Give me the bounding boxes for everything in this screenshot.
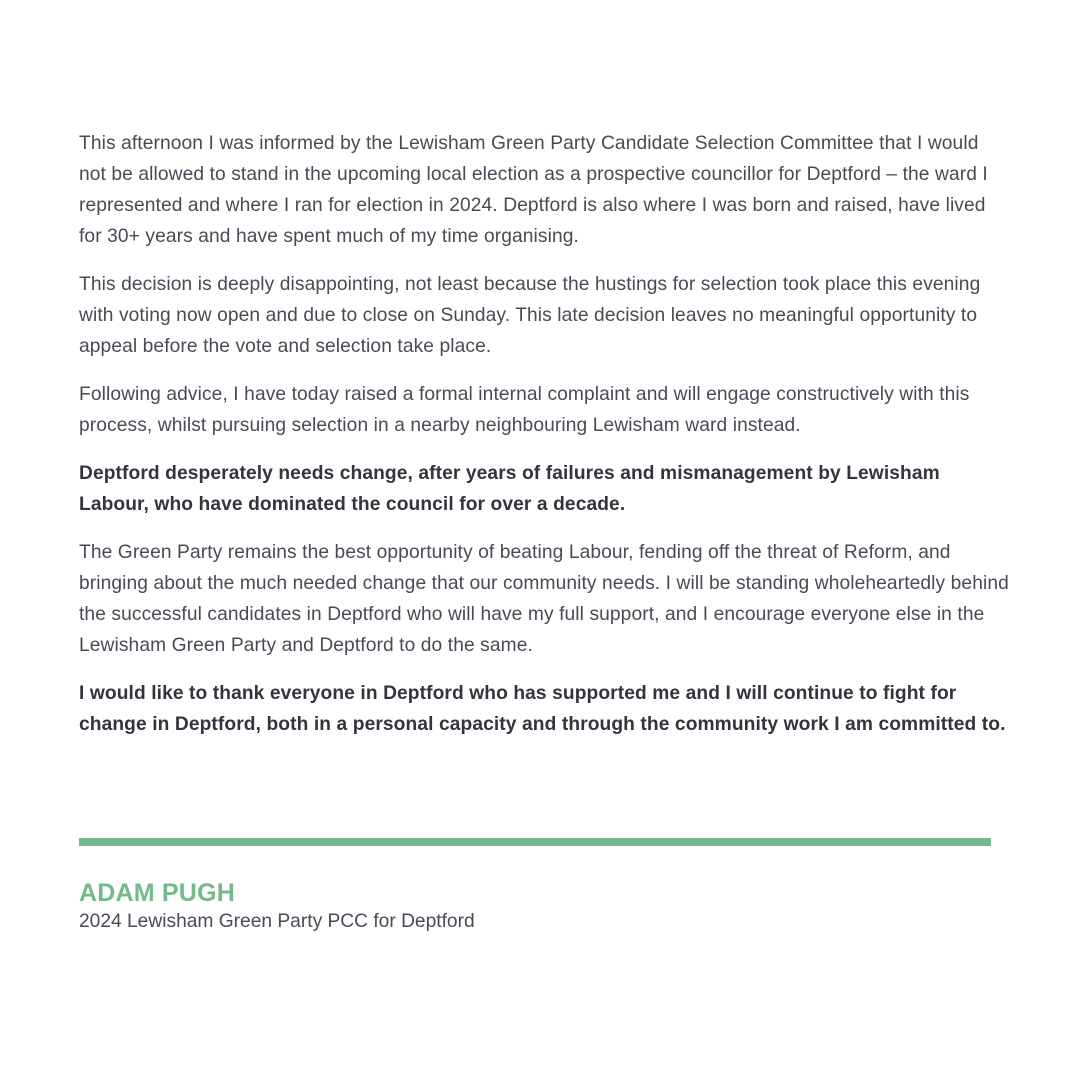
statement-body xyxy=(79,128,1009,757)
green-divider xyxy=(79,838,991,846)
paragraph-thanks: I would like to thank everyone in Deptford who has supported me and I will continue to fight for change in Deptford, both in a personal capacity and through the community work I am committed to. xyxy=(79,683,1006,735)
signature-name: ADAM PUGH xyxy=(79,879,235,907)
paragraph-complaint: Following advice, I have today raised a formal internal complaint and will engage constructively with this process, whilst pursuing selection in a nearby neighbouring Lewisham ward instead. xyxy=(79,384,970,436)
paragraph-green-party-support: The Green Party remains the best opportunity of beating Labour, fending off the threat of Reform, and bringing about the much needed change that our community needs. I will be standing wholeheartedly behind the successful candidates in Deptford who will have my full support, and I encourage everyone else in the Lewisham Green Party and Deptford to do the same. xyxy=(79,542,1009,656)
paragraph-deptford-needs-change: Deptford desperately needs change, after years of failures and mismanagement by Lewisham Labour, who have dominated the council for over a decade. xyxy=(79,463,940,515)
paragraph-disappointment: This decision is deeply disappointing, not least because the hustings for selection took place this evening with voting now open and due to close on Sunday. This late decision leaves no meaningful opportunity to appeal before the vote and selection take place. xyxy=(79,274,981,357)
signature-role: 2024 Lewisham Green Party PCC for Deptford xyxy=(79,911,475,932)
paragraph-notification: This afternoon I was informed by the Lewisham Green Party Candidate Selection Committee that I would not be allowed to stand in the upcoming local election as a prospective councillor for Deptford – the ward I represented and where I ran for election in 2024. Deptford is also where I was born and raised, have lived for 30+ years and have spent much of my time organising. xyxy=(79,133,988,247)
